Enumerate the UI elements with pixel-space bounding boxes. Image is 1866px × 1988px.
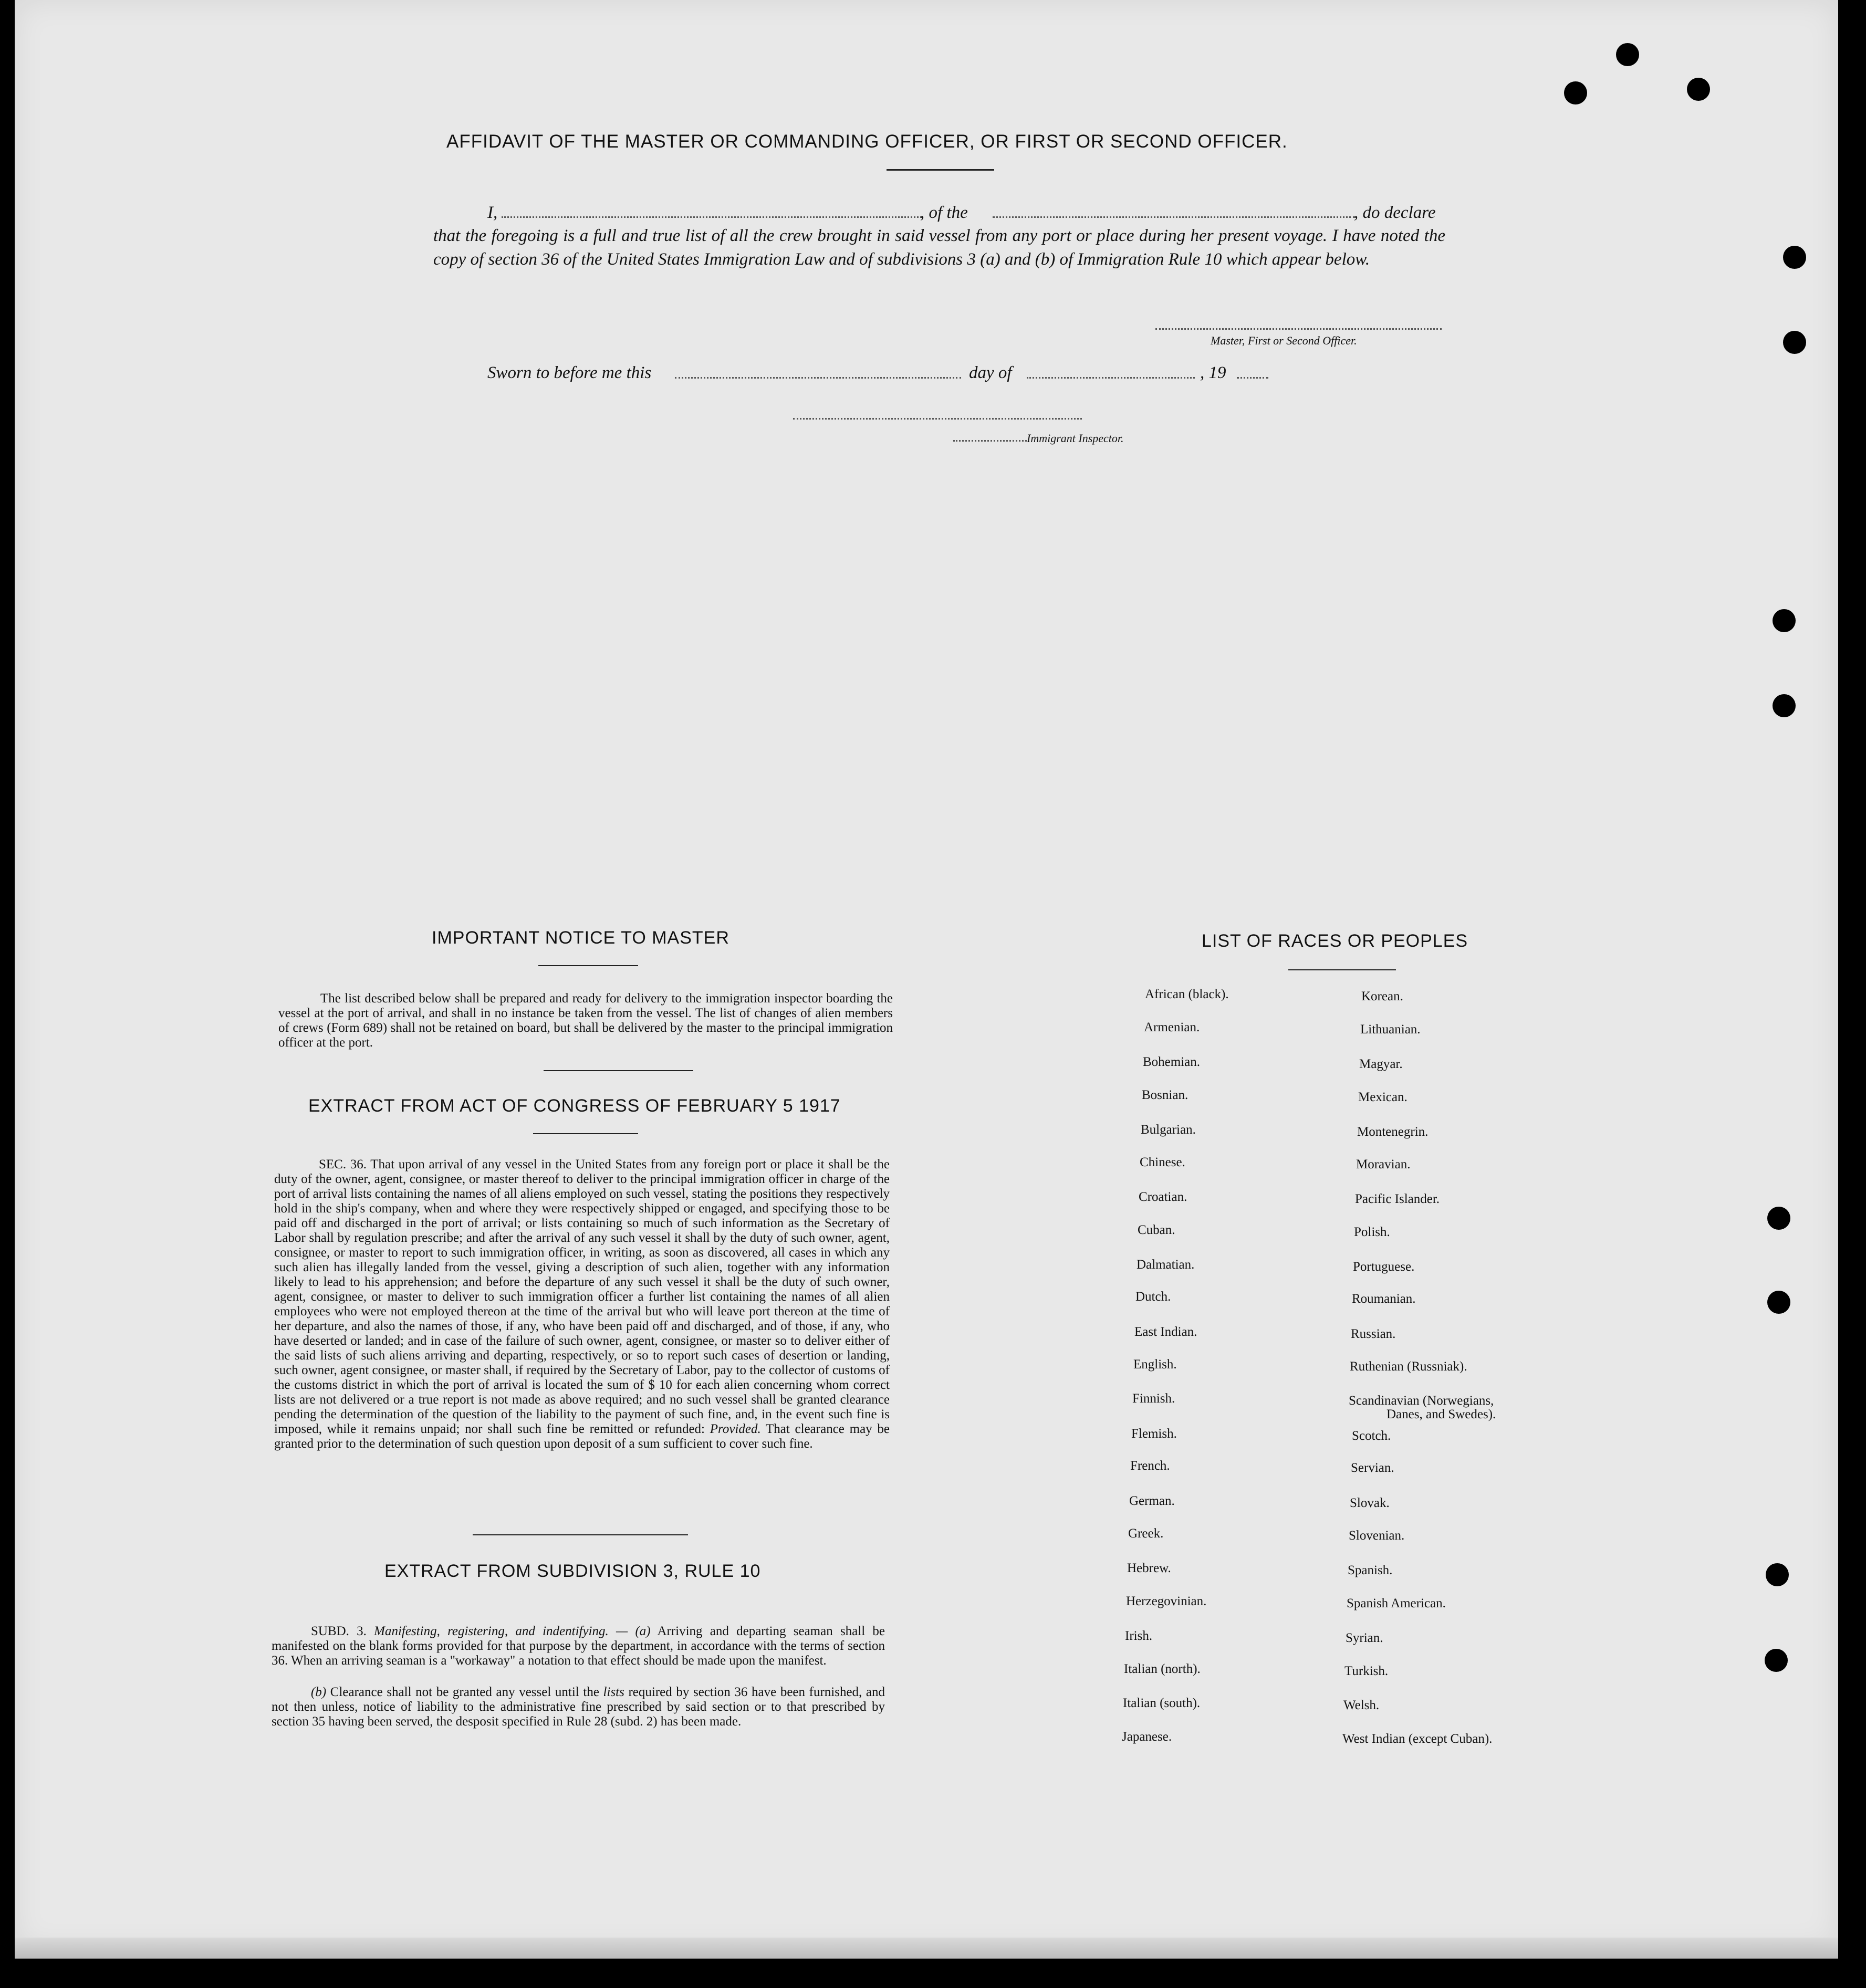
extract-act-body-end: That clearance may be granted prior to the determination of such question upon deposit of a sum sufficient to cover such fine. — [274, 1422, 890, 1451]
notice-text: The list described below shall be prepared and ready for delivery to the immigration inspector boarding the vessel at the port of arrival, and shall in no instance be taken from the vessel. The list of changes of alien members of crews (Form 689) shall not be retained on board, but shall be delivered by the master to the principal immigration officer at the port. — [278, 991, 893, 1050]
binder-hole — [1773, 694, 1796, 717]
name-field[interactable] — [502, 216, 922, 218]
binder-hole — [1767, 1207, 1790, 1230]
race-item: Russian. — [1351, 1327, 1396, 1341]
race-item: Welsh. — [1343, 1698, 1380, 1712]
affidavit-statement: that the foregoing is a full and true list of all the crew brought in said vessel from any port or place during her present voyage. I have noted the copy of section 36 of the United States Immigration Law and of subdivisions 3 (a) and (b) of Immigration Rule 10 which appear below. — [433, 226, 1445, 269]
notice-heading: IMPORTANT NOTICE TO MASTER — [432, 928, 729, 948]
race-item: Danes, and Swedes). — [1387, 1407, 1496, 1421]
race-item: English. — [1133, 1357, 1177, 1372]
race-item: Bulgarian. — [1141, 1123, 1196, 1137]
race-item: Italian (south). — [1123, 1696, 1201, 1710]
race-item: Polish. — [1354, 1225, 1390, 1239]
race-item: Roumanian. — [1352, 1292, 1416, 1306]
race-item: Bohemian. — [1143, 1055, 1201, 1069]
b-label: (b) — [311, 1685, 327, 1699]
race-item: Hebrew. — [1127, 1561, 1171, 1575]
extract-rule-heading: EXTRACT FROM SUBDIVISION 3, RULE 10 — [384, 1561, 761, 1581]
race-item: Pacific Islander. — [1355, 1192, 1440, 1206]
race-item: Irish. — [1125, 1629, 1153, 1643]
race-item: French. — [1130, 1459, 1170, 1473]
extract-act-body: SEC. 36. That upon arrival of any vessel in the United States from any foreign port or place it shall be the duty of the owner, agent, consignee, or master thereof to deliver to the principal immigration officer in charge of the port of arrival lists containing the names of all aliens employed on such vessel, stating the positions they respectively hold in the ship's company, when and where they were respectively shipped or engaged, and specifying those to be paid off and discharged in the port of arrival; or lists containing so much of such information as the Secretary of Labor shall by regulation prescribe; and after the arrival of any such vessel it shall by the duty of such owner, agent, consignee, or master to report to such immigration officer, in writing, as soon as discovered, all cases in which any such alien has illegally landed from the vessel, giving a description of such alien, together with any information likely to lead to his apprehension; and before the departure of any such vessel it shall be the duty of such owner, agent, consignee, or master to deliver to such immigration officer a further list containing the names of all alien employees who were not employed thereon at the time of the arrival but who will leave port thereon at the time of her departure, and also the names of those, if any, who have been paid off and discharged, and of those, if any, who have deserted or landed; and in case of the failure of such owner, agent, consignee, or master so to deliver either of the said lists of such aliens arriving and departing, respectively, or so to report such cases of desertion or landing, such owner, agent consignee, or master shall, if required by the Secretary of Labor, pay to the collector of customs of the customs district in which the port of arrival is located the sum of $ 10 for each alien concerning whom correct lists are not delivered or a true report is not made as above required; and no such vessel shall be granted clearance pending the determination of the question of the liability to the payment of such fine, and, in the event such fine is imposed, while it remains unpaid; nor shall such fine be remitted or refunded: — [274, 1157, 890, 1436]
sworn-year-field[interactable] — [1237, 377, 1268, 379]
provided-word: Provided. — [710, 1422, 761, 1436]
notice-bottom-divider — [544, 1070, 693, 1071]
extract-rule-para-b — [272, 1685, 885, 1729]
inspector-signature-field[interactable] — [793, 418, 1082, 420]
race-item: German. — [1129, 1494, 1175, 1508]
race-item: Italian (north). — [1124, 1662, 1201, 1676]
master-signature-field[interactable] — [1155, 328, 1442, 330]
race-item: Dutch. — [1135, 1290, 1171, 1304]
sworn-month-field[interactable] — [1027, 377, 1195, 379]
affidavit-of-the-label: , of the — [920, 203, 968, 222]
notice-divider — [538, 965, 638, 966]
vessel-field[interactable] — [993, 216, 1355, 218]
race-item: Ruthenian (Russniak). — [1350, 1359, 1467, 1374]
subd-label: SUBD. 3. — [311, 1624, 367, 1638]
paper-bottom-edge — [15, 1938, 1838, 1959]
binder-hole — [1687, 78, 1710, 101]
subd-title: Manifesting, registering, and indentifying. — (a) — [374, 1624, 651, 1638]
race-item: Cuban. — [1138, 1223, 1175, 1237]
extract-rule-para-a — [272, 1624, 885, 1668]
races-heading: LIST OF RACES OR PEOPLES — [1202, 931, 1468, 951]
race-item: Magyar. — [1359, 1057, 1403, 1071]
sworn-label: Sworn to before me this — [487, 363, 652, 382]
binder-hole — [1765, 1649, 1788, 1672]
master-signature-label: Master, First or Second Officer. — [1211, 334, 1357, 347]
race-item: Syrian. — [1346, 1631, 1383, 1645]
race-item: Moravian. — [1356, 1157, 1411, 1171]
subd-para-a: Arriving and departing seaman shall be manifested on the blank forms provided for that purpose by the department, in accordance with the terms of section 36. When an arriving seaman is a "workaway" a notation to that effect should be made upon the manifest. — [272, 1624, 885, 1668]
race-item: Greek. — [1128, 1526, 1164, 1541]
binder-hole — [1773, 609, 1796, 632]
race-item: Scotch. — [1352, 1429, 1391, 1443]
extract-act-divider — [533, 1133, 638, 1134]
race-item: Dalmatian. — [1137, 1258, 1195, 1272]
day-of-label: day of — [969, 363, 1012, 382]
race-item: Finnish. — [1132, 1391, 1175, 1406]
race-item: Turkish. — [1344, 1664, 1389, 1678]
race-item: Slovak. — [1350, 1496, 1390, 1510]
sworn-day-field[interactable] — [675, 377, 961, 379]
race-item: Slovenian. — [1349, 1529, 1405, 1543]
extract-act-heading: EXTRACT FROM ACT OF CONGRESS OF FEBRUARY 5 1917 — [308, 1096, 841, 1116]
race-item: Scandinavian (Norwegians, — [1349, 1394, 1494, 1408]
para-b-part2: required by section 36 have been furnished, and not then unless, notice of liability to the administrative fine prescribed by said section or to that prescribed by section 35 having been served, the desposit specified in Rule 28 (subd. 2) has been made. — [272, 1685, 885, 1729]
race-item: African (black). — [1145, 987, 1229, 1001]
extract-act-text — [274, 1157, 890, 1451]
affidavit-heading: AFFIDAVIT OF THE MASTER OR COMMANDING OFFICER, OR FIRST OR SECOND OFFICER. — [446, 131, 1288, 152]
binder-hole — [1564, 81, 1587, 104]
race-item: East Indian. — [1134, 1325, 1197, 1339]
year-label: , 19 — [1200, 363, 1226, 382]
inspector-label: Immigrant Inspector. — [1027, 432, 1124, 445]
binder-hole — [1616, 43, 1639, 66]
extract-act-bottom-divider — [473, 1534, 688, 1535]
race-item: Armenian. — [1144, 1020, 1200, 1034]
affidavit-i-label: I, — [487, 203, 498, 222]
race-item: Japanese. — [1122, 1730, 1172, 1744]
race-item: Montenegrin. — [1357, 1125, 1429, 1139]
inspector-signature-field-2[interactable] — [953, 440, 1027, 442]
race-item: Croatian. — [1139, 1190, 1187, 1204]
races-divider — [1288, 969, 1396, 970]
race-item: West Indian (except Cuban). — [1342, 1732, 1493, 1746]
race-item: Chinese. — [1140, 1155, 1185, 1169]
race-item: Korean. — [1361, 989, 1403, 1003]
race-item: Lithuanian. — [1360, 1022, 1421, 1037]
binder-hole — [1783, 246, 1806, 269]
race-item: Flemish. — [1131, 1427, 1177, 1441]
affidavit-do-declare-label: , do declare — [1354, 203, 1436, 222]
para-b-lists: lists — [603, 1685, 624, 1699]
para-b-part1: Clearance shall not be granted any vessel until the — [330, 1685, 599, 1699]
race-item: Spanish American. — [1347, 1596, 1446, 1610]
race-item: Herzegovinian. — [1126, 1594, 1207, 1608]
binder-hole — [1766, 1563, 1789, 1586]
binder-hole — [1767, 1291, 1790, 1314]
heading-divider — [887, 169, 994, 171]
race-item: Spanish. — [1348, 1563, 1393, 1577]
race-item: Bosnian. — [1142, 1088, 1189, 1102]
binder-hole — [1783, 331, 1806, 354]
race-item: Mexican. — [1358, 1090, 1408, 1104]
race-item: Portuguese. — [1353, 1260, 1415, 1274]
race-item: Servian. — [1351, 1461, 1394, 1475]
